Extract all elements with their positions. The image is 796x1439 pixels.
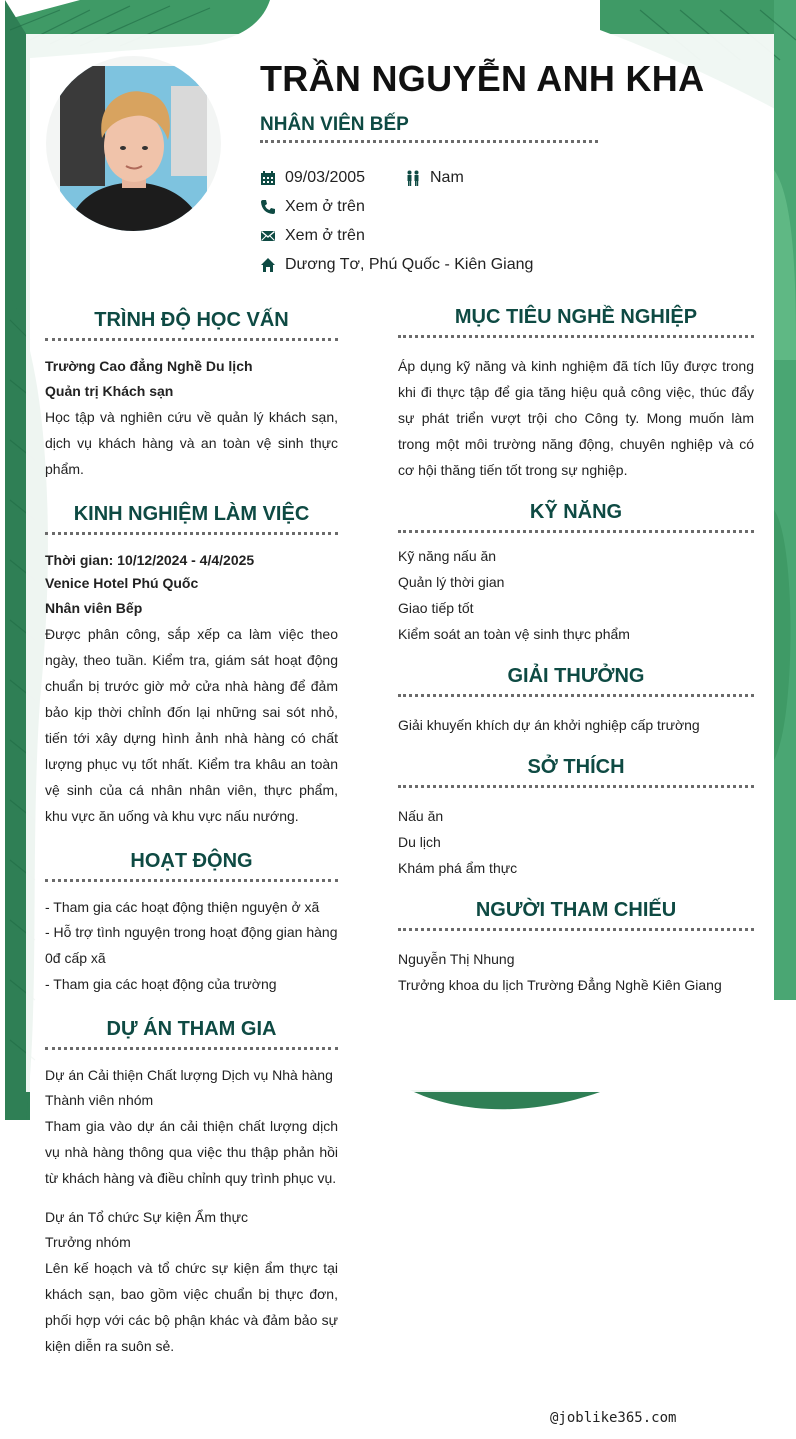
education-description: Học tập và nghiên cứu về quản lý khách sạn, dịch vụ khách hàng và an toàn vệ sinh thực phẩm. (45, 409, 338, 477)
reference-name: Nguyễn Thị Nhung (398, 951, 515, 967)
experience-description: Được phân công, sắp xếp ca làm việc theo ngày, theo tuần. Kiểm tra, giám sát hoạt động chuẩn bị trước giờ mở cửa nhà hàng để đảm bảo kịp thời chỉnh đốn lại những sai sót nhỏ, tiến tới xây dựng hình ảnh nhà hàng có chất lượng phục vụ tốt nhất. Kiểm tra khâu an toàn vệ sinh của cá nhân nhân viên, thực phẩm, khu vực ăn uống và khu vực nấu nướng. (45, 626, 338, 824)
profile-photo-icon (46, 56, 221, 231)
awards-title: GIẢI THƯỞNG (398, 665, 754, 697)
job-title: NHÂN VIÊN BẾP (260, 114, 598, 143)
hobby-item: Nấu ăn (398, 808, 444, 824)
activity-item: - Tham gia các hoạt động thiện nguyện ở xã (45, 899, 320, 915)
hobbies-title: SỞ THÍCH (398, 756, 754, 788)
candidate-name: TRẦN NGUYỄN ANH KHA (260, 58, 705, 99)
avatar (46, 56, 221, 231)
project-role: Trưởng nhóm (45, 1234, 131, 1250)
award-item: Giải khuyến khích dự án khởi nghiệp cấp trường (398, 717, 700, 733)
birthday-value: 09/03/2005 (285, 169, 366, 186)
projects-title: DỰ ÁN THAM GIA (45, 1018, 338, 1050)
project-description: Tham gia vào dự án cải thiện chất lượng dịch vụ nhà hàng thông qua việc thu thập phản hồi từ khách hàng và điều chỉnh quy trình phục vụ. (45, 1118, 338, 1186)
experience-company: Venice Hotel Phú Quốc (45, 575, 199, 591)
watermark: @joblike365.com (550, 1410, 677, 1426)
reference-role: Trưởng khoa du lịch Trường Đẳng Nghề Kiên Giang (398, 977, 722, 993)
address-value: Dương Tơ, Phú Quốc - Kiên Giang (285, 256, 534, 273)
skills-title: KỸ NĂNG (398, 501, 754, 533)
project-name: Dự án Cải thiện Chất lượng Dịch vụ Nhà hàng (45, 1067, 333, 1083)
objective-text: Áp dụng kỹ năng và kinh nghiệm đã tích lũy được trong khi đi thực tập để gia tăng hiệu quả công việc, thúc đẩy sự phát triển vượt trội cho Công ty. Mong muốn làm trong một môi trường năng động, chuyên nghiệp và có cơ hội thăng tiến tốt trong sự nghiệp. (398, 358, 754, 478)
people-icon (405, 170, 421, 186)
activity-item: - Hỗ trợ tình nguyện trong hoạt động gian hàng 0đ cấp xã (45, 924, 338, 966)
email-row (260, 225, 365, 247)
address-row (260, 254, 533, 276)
calendar-icon (260, 170, 276, 186)
project-name: Dự án Tổ chức Sự kiện Ẩm thực (45, 1209, 248, 1225)
home-icon (260, 257, 276, 273)
phone-value: Xem ở trên (285, 198, 365, 215)
skill-item: Kiểm soát an toàn vệ sinh thực phẩm (398, 626, 630, 642)
activity-item: - Tham gia các hoạt động của trường (45, 976, 277, 992)
birthday-row (260, 167, 365, 189)
objective-title: MỤC TIÊU NGHỀ NGHIỆP (398, 306, 754, 338)
project-description: Lên kế hoạch và tổ chức sự kiện ẩm thực tại khách sạn, bao gồm việc chuẩn bị thực đơn, phối hợp với các bộ phận khác và đảm bảo sự kiện diễn ra suôn sẻ. (45, 1260, 338, 1354)
skill-item: Kỹ năng nấu ăn (398, 548, 497, 564)
envelope-icon (260, 228, 276, 244)
project-role: Thành viên nhóm (45, 1092, 154, 1108)
phone-icon (260, 199, 276, 215)
experience-title: KINH NGHIỆM LÀM VIỆC (45, 503, 338, 535)
references-title: NGƯỜI THAM CHIẾU (398, 899, 754, 931)
hobby-item: Khám phá ẩm thực (398, 860, 518, 876)
activities-title: HOẠT ĐỘNG (45, 850, 338, 882)
skill-item: Quản lý thời gian (398, 574, 505, 590)
skill-item: Giao tiếp tốt (398, 600, 474, 616)
phone-row (260, 196, 365, 218)
gender-value: Nam (430, 169, 464, 186)
education-major: Quản trị Khách sạn (45, 383, 174, 399)
hobby-item: Du lịch (398, 834, 441, 850)
gender-row (405, 167, 464, 189)
education-title: TRÌNH ĐỘ HỌC VẤN (45, 309, 338, 341)
email-value: Xem ở trên (285, 227, 365, 244)
education-school: Trường Cao đẳng Nghề Du lịch (45, 358, 253, 374)
experience-position: Nhân viên Bếp (45, 600, 143, 616)
experience-period: Thời gian: 10/12/2024 - 4/4/2025 (45, 552, 255, 568)
